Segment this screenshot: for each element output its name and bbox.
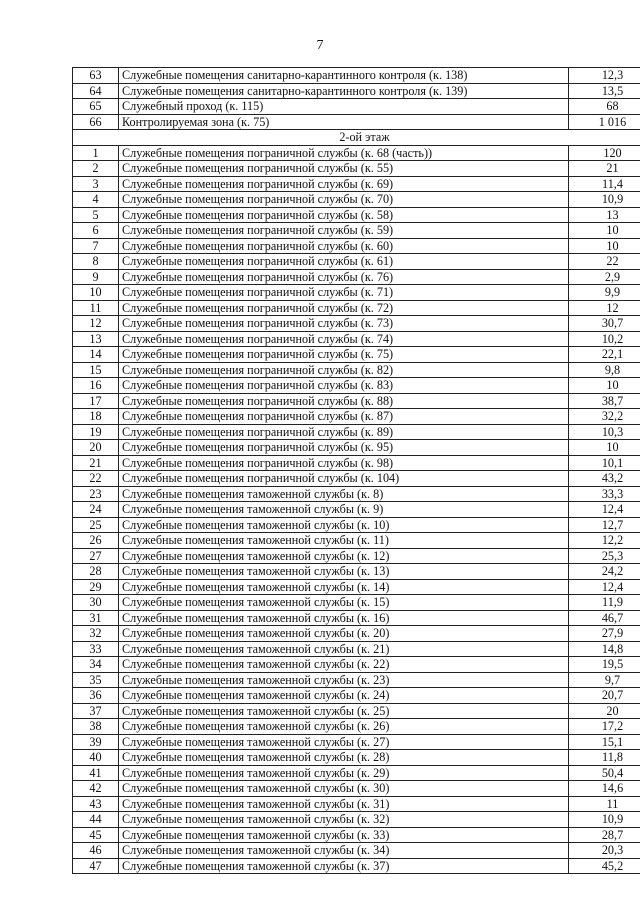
area-value: 30,7 — [569, 316, 640, 332]
row-number: 45 — [73, 827, 119, 843]
area-value: 50,4 — [569, 765, 640, 781]
room-name: Служебные помещения таможенной службы (к. 12) — [119, 548, 569, 564]
area-value: 38,7 — [569, 393, 640, 409]
row-number: 64 — [73, 83, 119, 99]
area-value: 68 — [569, 99, 640, 115]
row-number: 47 — [73, 858, 119, 874]
table-row — [73, 254, 640, 270]
table-row — [73, 858, 640, 874]
section-title: 2-ой этаж — [73, 130, 640, 146]
room-name: Служебные помещения пограничной службы (к. 74) — [119, 331, 569, 347]
table-row — [73, 176, 640, 192]
row-number: 10 — [73, 285, 119, 301]
row-number: 42 — [73, 781, 119, 797]
room-name: Служебные помещения таможенной службы (к. 11) — [119, 533, 569, 549]
premises-table — [72, 67, 640, 874]
area-value: 11,8 — [569, 750, 640, 766]
area-value: 11,4 — [569, 176, 640, 192]
table-row — [73, 192, 640, 208]
area-value: 12,4 — [569, 502, 640, 518]
room-name: Служебные помещения пограничной службы (к. 98) — [119, 455, 569, 471]
row-number: 5 — [73, 207, 119, 223]
table-row — [73, 812, 640, 828]
area-value: 21 — [569, 161, 640, 177]
row-number: 7 — [73, 238, 119, 254]
room-name: Служебные помещения пограничной службы (к. 72) — [119, 300, 569, 316]
row-number: 35 — [73, 672, 119, 688]
area-value: 10 — [569, 223, 640, 239]
table-row — [73, 719, 640, 735]
row-number: 41 — [73, 765, 119, 781]
row-number: 4 — [73, 192, 119, 208]
area-value: 10 — [569, 440, 640, 456]
room-name: Служебные помещения пограничной службы (к. 104) — [119, 471, 569, 487]
area-value: 32,2 — [569, 409, 640, 425]
area-value: 13 — [569, 207, 640, 223]
table-row — [73, 331, 640, 347]
row-number: 43 — [73, 796, 119, 812]
table-row — [73, 455, 640, 471]
row-number: 19 — [73, 424, 119, 440]
table-row — [73, 471, 640, 487]
area-value: 13,5 — [569, 83, 640, 99]
row-number: 46 — [73, 843, 119, 859]
room-name: Служебные помещения пограничной службы (к. 55) — [119, 161, 569, 177]
table-row — [73, 827, 640, 843]
room-name: Контролируемая зона (к. 75) — [119, 114, 569, 130]
row-number: 1 — [73, 145, 119, 161]
row-number: 66 — [73, 114, 119, 130]
row-number: 31 — [73, 610, 119, 626]
area-value: 10,2 — [569, 331, 640, 347]
row-number: 38 — [73, 719, 119, 735]
area-value: 11 — [569, 796, 640, 812]
row-number: 39 — [73, 734, 119, 750]
room-name: Служебные помещения таможенной службы (к. 30) — [119, 781, 569, 797]
area-value: 17,2 — [569, 719, 640, 735]
table-row — [73, 626, 640, 642]
row-number: 16 — [73, 378, 119, 394]
room-name: Служебные помещения пограничной службы (к. 70) — [119, 192, 569, 208]
room-name: Служебные помещения таможенной службы (к. 29) — [119, 765, 569, 781]
room-name: Служебные помещения таможенной службы (к. 27) — [119, 734, 569, 750]
area-value: 12,4 — [569, 579, 640, 595]
room-name: Служебные помещения пограничной службы (к. 76) — [119, 269, 569, 285]
row-number: 32 — [73, 626, 119, 642]
area-value: 10,1 — [569, 455, 640, 471]
table-row — [73, 378, 640, 394]
table-row — [73, 796, 640, 812]
row-number: 14 — [73, 347, 119, 363]
area-value: 10,3 — [569, 424, 640, 440]
row-number: 20 — [73, 440, 119, 456]
row-number: 25 — [73, 517, 119, 533]
table-row — [73, 517, 640, 533]
room-name: Служебный проход (к. 115) — [119, 99, 569, 115]
room-name: Служебные помещения пограничной службы (к. 73) — [119, 316, 569, 332]
area-value: 9,7 — [569, 672, 640, 688]
table-row — [73, 145, 640, 161]
row-number: 27 — [73, 548, 119, 564]
room-name: Служебные помещения таможенной службы (к. 23) — [119, 672, 569, 688]
row-number: 13 — [73, 331, 119, 347]
area-value: 10 — [569, 378, 640, 394]
room-name: Служебные помещения пограничной службы (к. 71) — [119, 285, 569, 301]
room-name: Служебные помещения таможенной службы (к. 9) — [119, 502, 569, 518]
room-name: Служебные помещения пограничной службы (к. 68 (часть)) — [119, 145, 569, 161]
area-value: 28,7 — [569, 827, 640, 843]
table-row — [73, 657, 640, 673]
room-name: Служебные помещения пограничной службы (к. 69) — [119, 176, 569, 192]
room-name: Служебные помещения таможенной службы (к. 13) — [119, 564, 569, 580]
row-number: 11 — [73, 300, 119, 316]
table-row — [73, 595, 640, 611]
room-name: Служебные помещения таможенной службы (к. 32) — [119, 812, 569, 828]
area-value: 22 — [569, 254, 640, 270]
area-value: 14,8 — [569, 641, 640, 657]
table-row — [73, 564, 640, 580]
table-row — [73, 316, 640, 332]
area-value: 46,7 — [569, 610, 640, 626]
row-number: 63 — [73, 68, 119, 84]
room-name: Служебные помещения пограничной службы (к. 88) — [119, 393, 569, 409]
premises-table-body — [73, 68, 640, 874]
table-row — [73, 610, 640, 626]
room-name: Служебные помещения санитарно-карантинного контроля (к. 139) — [119, 83, 569, 99]
table-row — [73, 734, 640, 750]
table-row — [73, 347, 640, 363]
table-row — [73, 703, 640, 719]
room-name: Служебные помещения пограничной службы (к. 60) — [119, 238, 569, 254]
row-number: 30 — [73, 595, 119, 611]
room-name: Служебные помещения таможенной службы (к. 16) — [119, 610, 569, 626]
row-number: 40 — [73, 750, 119, 766]
table-row — [73, 750, 640, 766]
table-row — [73, 672, 640, 688]
area-value: 20,3 — [569, 843, 640, 859]
table-row — [73, 393, 640, 409]
row-number: 22 — [73, 471, 119, 487]
row-number: 24 — [73, 502, 119, 518]
table-row — [73, 579, 640, 595]
table-row — [73, 362, 640, 378]
area-value: 9,9 — [569, 285, 640, 301]
room-name: Служебные помещения пограничной службы (к. 59) — [119, 223, 569, 239]
table-row — [73, 688, 640, 704]
room-name: Служебные помещения таможенной службы (к. 26) — [119, 719, 569, 735]
room-name: Служебные помещения пограничной службы (к. 61) — [119, 254, 569, 270]
table-row — [73, 533, 640, 549]
table-row — [73, 114, 640, 130]
row-number: 36 — [73, 688, 119, 704]
page-number: 7 — [316, 38, 324, 53]
row-number: 44 — [73, 812, 119, 828]
area-value: 10,9 — [569, 192, 640, 208]
row-number: 65 — [73, 99, 119, 115]
table-row — [73, 161, 640, 177]
area-value: 19,5 — [569, 657, 640, 673]
area-value: 1 016 — [569, 114, 640, 130]
area-value: 12 — [569, 300, 640, 316]
room-name: Служебные помещения таможенной службы (к. 37) — [119, 858, 569, 874]
room-name: Служебные помещения пограничной службы (к. 82) — [119, 362, 569, 378]
room-name: Служебные помещения таможенной службы (к. 15) — [119, 595, 569, 611]
row-number: 29 — [73, 579, 119, 595]
row-number: 23 — [73, 486, 119, 502]
area-value: 25,3 — [569, 548, 640, 564]
room-name: Служебные помещения пограничной службы (к. 83) — [119, 378, 569, 394]
row-number: 12 — [73, 316, 119, 332]
room-name: Служебные помещения таможенной службы (к. 21) — [119, 641, 569, 657]
table-row — [73, 207, 640, 223]
area-value: 20,7 — [569, 688, 640, 704]
room-name: Служебные помещения санитарно-карантинного контроля (к. 138) — [119, 68, 569, 84]
area-value: 120 — [569, 145, 640, 161]
room-name: Служебные помещения таможенной службы (к. 10) — [119, 517, 569, 533]
table-row — [73, 99, 640, 115]
area-value: 12,3 — [569, 68, 640, 84]
area-value: 33,3 — [569, 486, 640, 502]
row-number: 37 — [73, 703, 119, 719]
room-name: Служебные помещения таможенной службы (к. 8) — [119, 486, 569, 502]
area-value: 20 — [569, 703, 640, 719]
row-number: 18 — [73, 409, 119, 425]
area-value: 15,1 — [569, 734, 640, 750]
room-name: Служебные помещения таможенной службы (к. 22) — [119, 657, 569, 673]
area-value: 10 — [569, 238, 640, 254]
room-name: Служебные помещения таможенной службы (к. 28) — [119, 750, 569, 766]
room-name: Служебные помещения пограничной службы (к. 89) — [119, 424, 569, 440]
area-value: 27,9 — [569, 626, 640, 642]
area-value: 45,2 — [569, 858, 640, 874]
table-row — [73, 223, 640, 239]
row-number: 17 — [73, 393, 119, 409]
table-row — [73, 269, 640, 285]
table-row — [73, 300, 640, 316]
room-name: Служебные помещения таможенной службы (к. 34) — [119, 843, 569, 859]
table-row — [73, 502, 640, 518]
room-name: Служебные помещения таможенной службы (к. 33) — [119, 827, 569, 843]
table-row — [73, 83, 640, 99]
table-row — [73, 424, 640, 440]
row-number: 28 — [73, 564, 119, 580]
area-value: 11,9 — [569, 595, 640, 611]
room-name: Служебные помещения таможенной службы (к. 31) — [119, 796, 569, 812]
room-name: Служебные помещения таможенной службы (к. 24) — [119, 688, 569, 704]
room-name: Служебные помещения пограничной службы (к. 58) — [119, 207, 569, 223]
row-number: 2 — [73, 161, 119, 177]
row-number: 3 — [73, 176, 119, 192]
table-row — [73, 68, 640, 84]
table-row — [73, 409, 640, 425]
row-number: 21 — [73, 455, 119, 471]
room-name: Служебные помещения пограничной службы (к. 95) — [119, 440, 569, 456]
area-value: 12,2 — [569, 533, 640, 549]
row-number: 15 — [73, 362, 119, 378]
section-row — [73, 130, 640, 146]
room-name: Служебные помещения пограничной службы (к. 75) — [119, 347, 569, 363]
room-name: Служебные помещения таможенной службы (к. 20) — [119, 626, 569, 642]
table-row — [73, 285, 640, 301]
table-row — [73, 548, 640, 564]
area-value: 22,1 — [569, 347, 640, 363]
area-value: 12,7 — [569, 517, 640, 533]
area-value: 2,9 — [569, 269, 640, 285]
room-name: Служебные помещения таможенной службы (к. 14) — [119, 579, 569, 595]
table-row — [73, 641, 640, 657]
area-value: 14,6 — [569, 781, 640, 797]
table-row — [73, 238, 640, 254]
table-row — [73, 765, 640, 781]
table-row — [73, 843, 640, 859]
row-number: 6 — [73, 223, 119, 239]
row-number: 9 — [73, 269, 119, 285]
room-name: Служебные помещения таможенной службы (к. 25) — [119, 703, 569, 719]
table-row — [73, 486, 640, 502]
row-number: 34 — [73, 657, 119, 673]
row-number: 26 — [73, 533, 119, 549]
area-value: 43,2 — [569, 471, 640, 487]
room-name: Служебные помещения пограничной службы (к. 87) — [119, 409, 569, 425]
table-row — [73, 781, 640, 797]
area-value: 24,2 — [569, 564, 640, 580]
table-row — [73, 440, 640, 456]
row-number: 33 — [73, 641, 119, 657]
row-number: 8 — [73, 254, 119, 270]
area-value: 9,8 — [569, 362, 640, 378]
area-value: 10,9 — [569, 812, 640, 828]
